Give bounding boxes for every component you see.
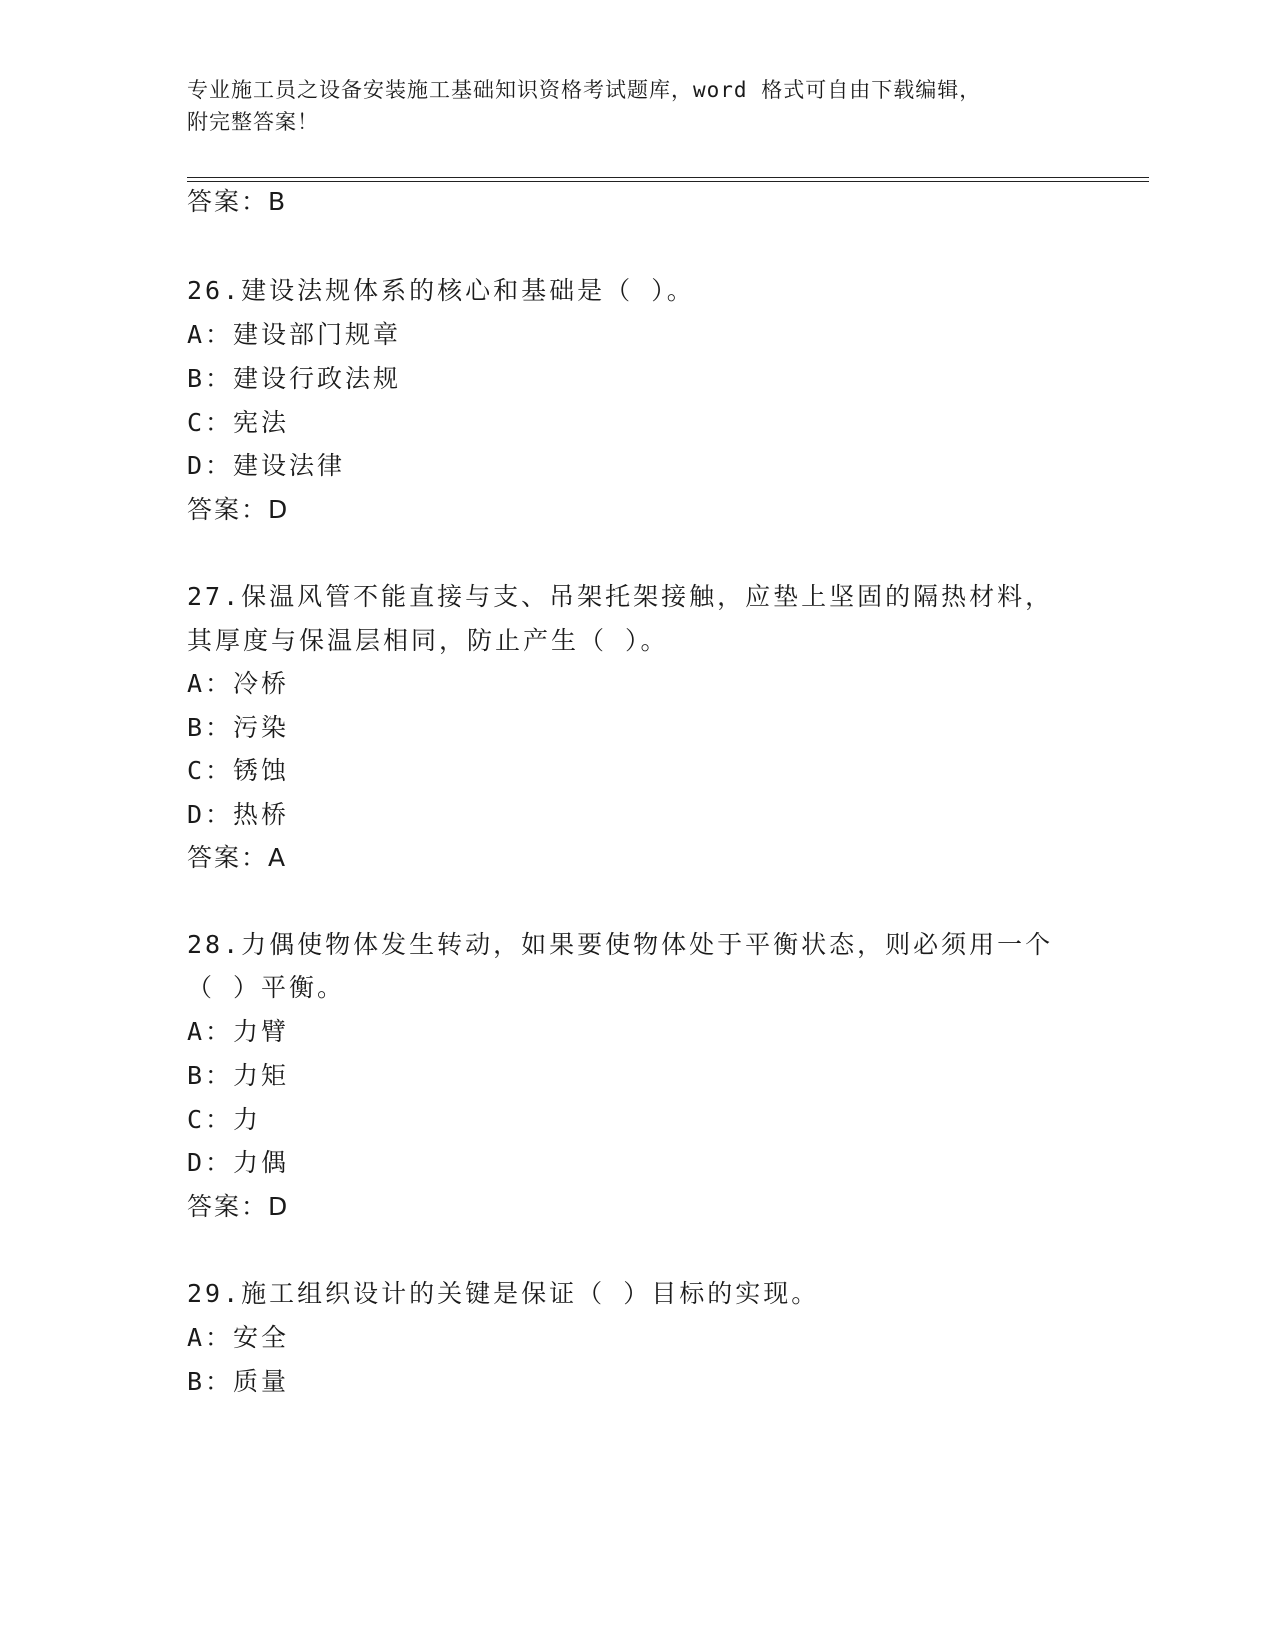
option-c: C：力 bbox=[187, 1105, 262, 1134]
question-stem: 29.施工组织设计的关键是保证（ ）目标的实现。 bbox=[187, 1279, 820, 1308]
question-stem-continued: 其厚度与保温层相同，防止产生（ ）。 bbox=[187, 626, 669, 655]
answer-line: 答案：B bbox=[187, 187, 288, 216]
header-divider bbox=[187, 177, 1149, 182]
option-a: A：安全 bbox=[187, 1323, 290, 1352]
option-b: B：力矩 bbox=[187, 1061, 290, 1090]
question-stem: 26.建设法规体系的核心和基础是（ ）。 bbox=[187, 276, 695, 305]
option-c: C：宪法 bbox=[187, 408, 290, 437]
answer-line: 答案：D bbox=[187, 1192, 290, 1221]
option-a: A：建设部门规章 bbox=[187, 320, 402, 349]
option-b: B：质量 bbox=[187, 1367, 290, 1396]
document-header bbox=[187, 74, 1087, 138]
option-a: A：力臂 bbox=[187, 1017, 290, 1046]
header-line-2: 附完整答案！ bbox=[187, 110, 319, 134]
option-b: B：污染 bbox=[187, 713, 290, 742]
question-stem: 27.保温风管不能直接与支、吊架托架接触，应垫上坚固的隔热材料， bbox=[187, 582, 1054, 611]
option-a: A：冷桥 bbox=[187, 669, 290, 698]
question-stem: 28.力偶使物体发生转动，如果要使物体处于平衡状态，则必须用一个 bbox=[187, 930, 1054, 959]
option-d: D：建设法律 bbox=[187, 451, 346, 480]
answer-line: 答案：D bbox=[187, 495, 290, 524]
option-d: D：力偶 bbox=[187, 1148, 290, 1177]
option-b: B：建设行政法规 bbox=[187, 364, 402, 393]
header-line-1: 专业施工员之设备安装施工基础知识资格考试题库，word 格式可自由下载编辑， bbox=[187, 78, 982, 102]
option-c: C：锈蚀 bbox=[187, 756, 290, 785]
question-stem-continued: （ ）平衡。 bbox=[187, 973, 346, 1002]
answer-line: 答案：A bbox=[187, 843, 288, 872]
option-d: D：热桥 bbox=[187, 800, 290, 829]
